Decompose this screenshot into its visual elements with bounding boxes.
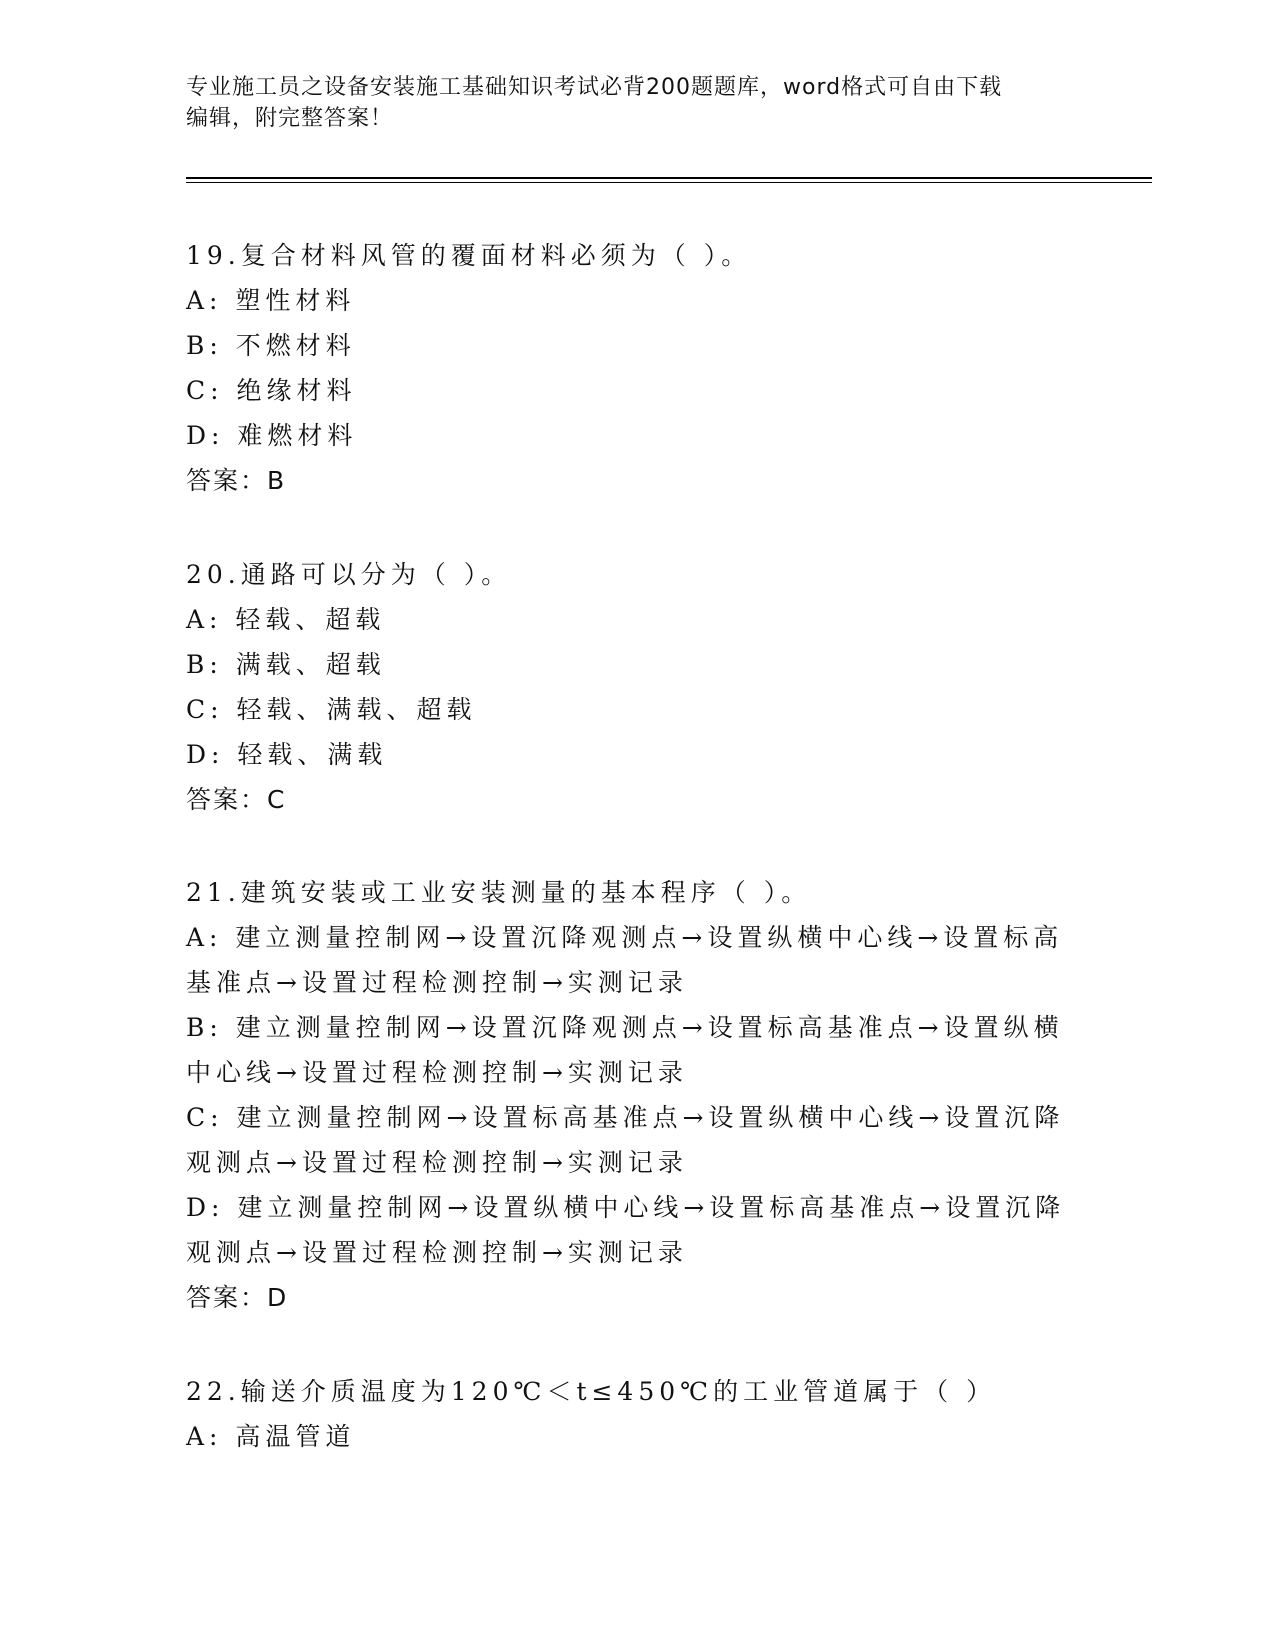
- header-line-2: 编辑，附完整答案！: [186, 106, 394, 131]
- header-divider-thick: [186, 177, 1152, 179]
- question-19: [186, 233, 1086, 503]
- option-c: C: 轻载、满载、超载: [186, 695, 477, 724]
- option-d: D: 轻载、满载: [186, 740, 388, 769]
- option-a: A: 轻载、超载: [186, 605, 386, 634]
- question-21: [186, 870, 1086, 1320]
- document-header: [186, 72, 1066, 134]
- option-a: A: 高温管道: [186, 1422, 356, 1451]
- question-22: [186, 1369, 1086, 1459]
- question-stem: 21.建筑安装或工业安装测量的基本程序（ ）。: [186, 878, 812, 907]
- answer: 答案：D: [186, 1283, 289, 1312]
- option-b: B: 建立测量控制网→设置沉降观测点→设置标高基准点→设置纵横中心线→设置过程检测控制→实测记录: [186, 1013, 1064, 1087]
- option-d: D: 建立测量控制网→设置纵横中心线→设置标高基准点→设置沉降观测点→设置过程检测控制→实测记录: [186, 1193, 1066, 1267]
- option-a: A: 建立测量控制网→设置沉降观测点→设置纵横中心线→设置标高基准点→设置过程检测控制→实测记录: [186, 923, 1064, 997]
- option-c: C: 建立测量控制网→设置标高基准点→设置纵横中心线→设置沉降观测点→设置过程检测控制→实测记录: [186, 1103, 1065, 1177]
- answer: 答案：C: [186, 785, 287, 814]
- answer: 答案：B: [186, 466, 287, 495]
- option-a: A: 塑性材料: [186, 286, 356, 315]
- question-20: [186, 552, 1086, 822]
- header-divider-thin: [186, 182, 1152, 183]
- question-stem: 22.输送介质温度为120℃＜t≤450℃的工业管道属于（ ）: [186, 1377, 997, 1406]
- header-line-1: 专业施工员之设备安装施工基础知识考试必背200题题库，word格式可自由下载: [186, 75, 1003, 100]
- option-b: B: 不燃材料: [186, 331, 356, 360]
- question-stem: 20.通路可以分为（ ）。: [186, 560, 512, 589]
- question-stem: 19.复合材料风管的覆面材料必须为（ ）。: [186, 241, 752, 270]
- option-c: C: 绝缘材料: [186, 376, 357, 405]
- option-b: B: 满载、超载: [186, 650, 386, 679]
- option-d: D: 难燃材料: [186, 421, 358, 450]
